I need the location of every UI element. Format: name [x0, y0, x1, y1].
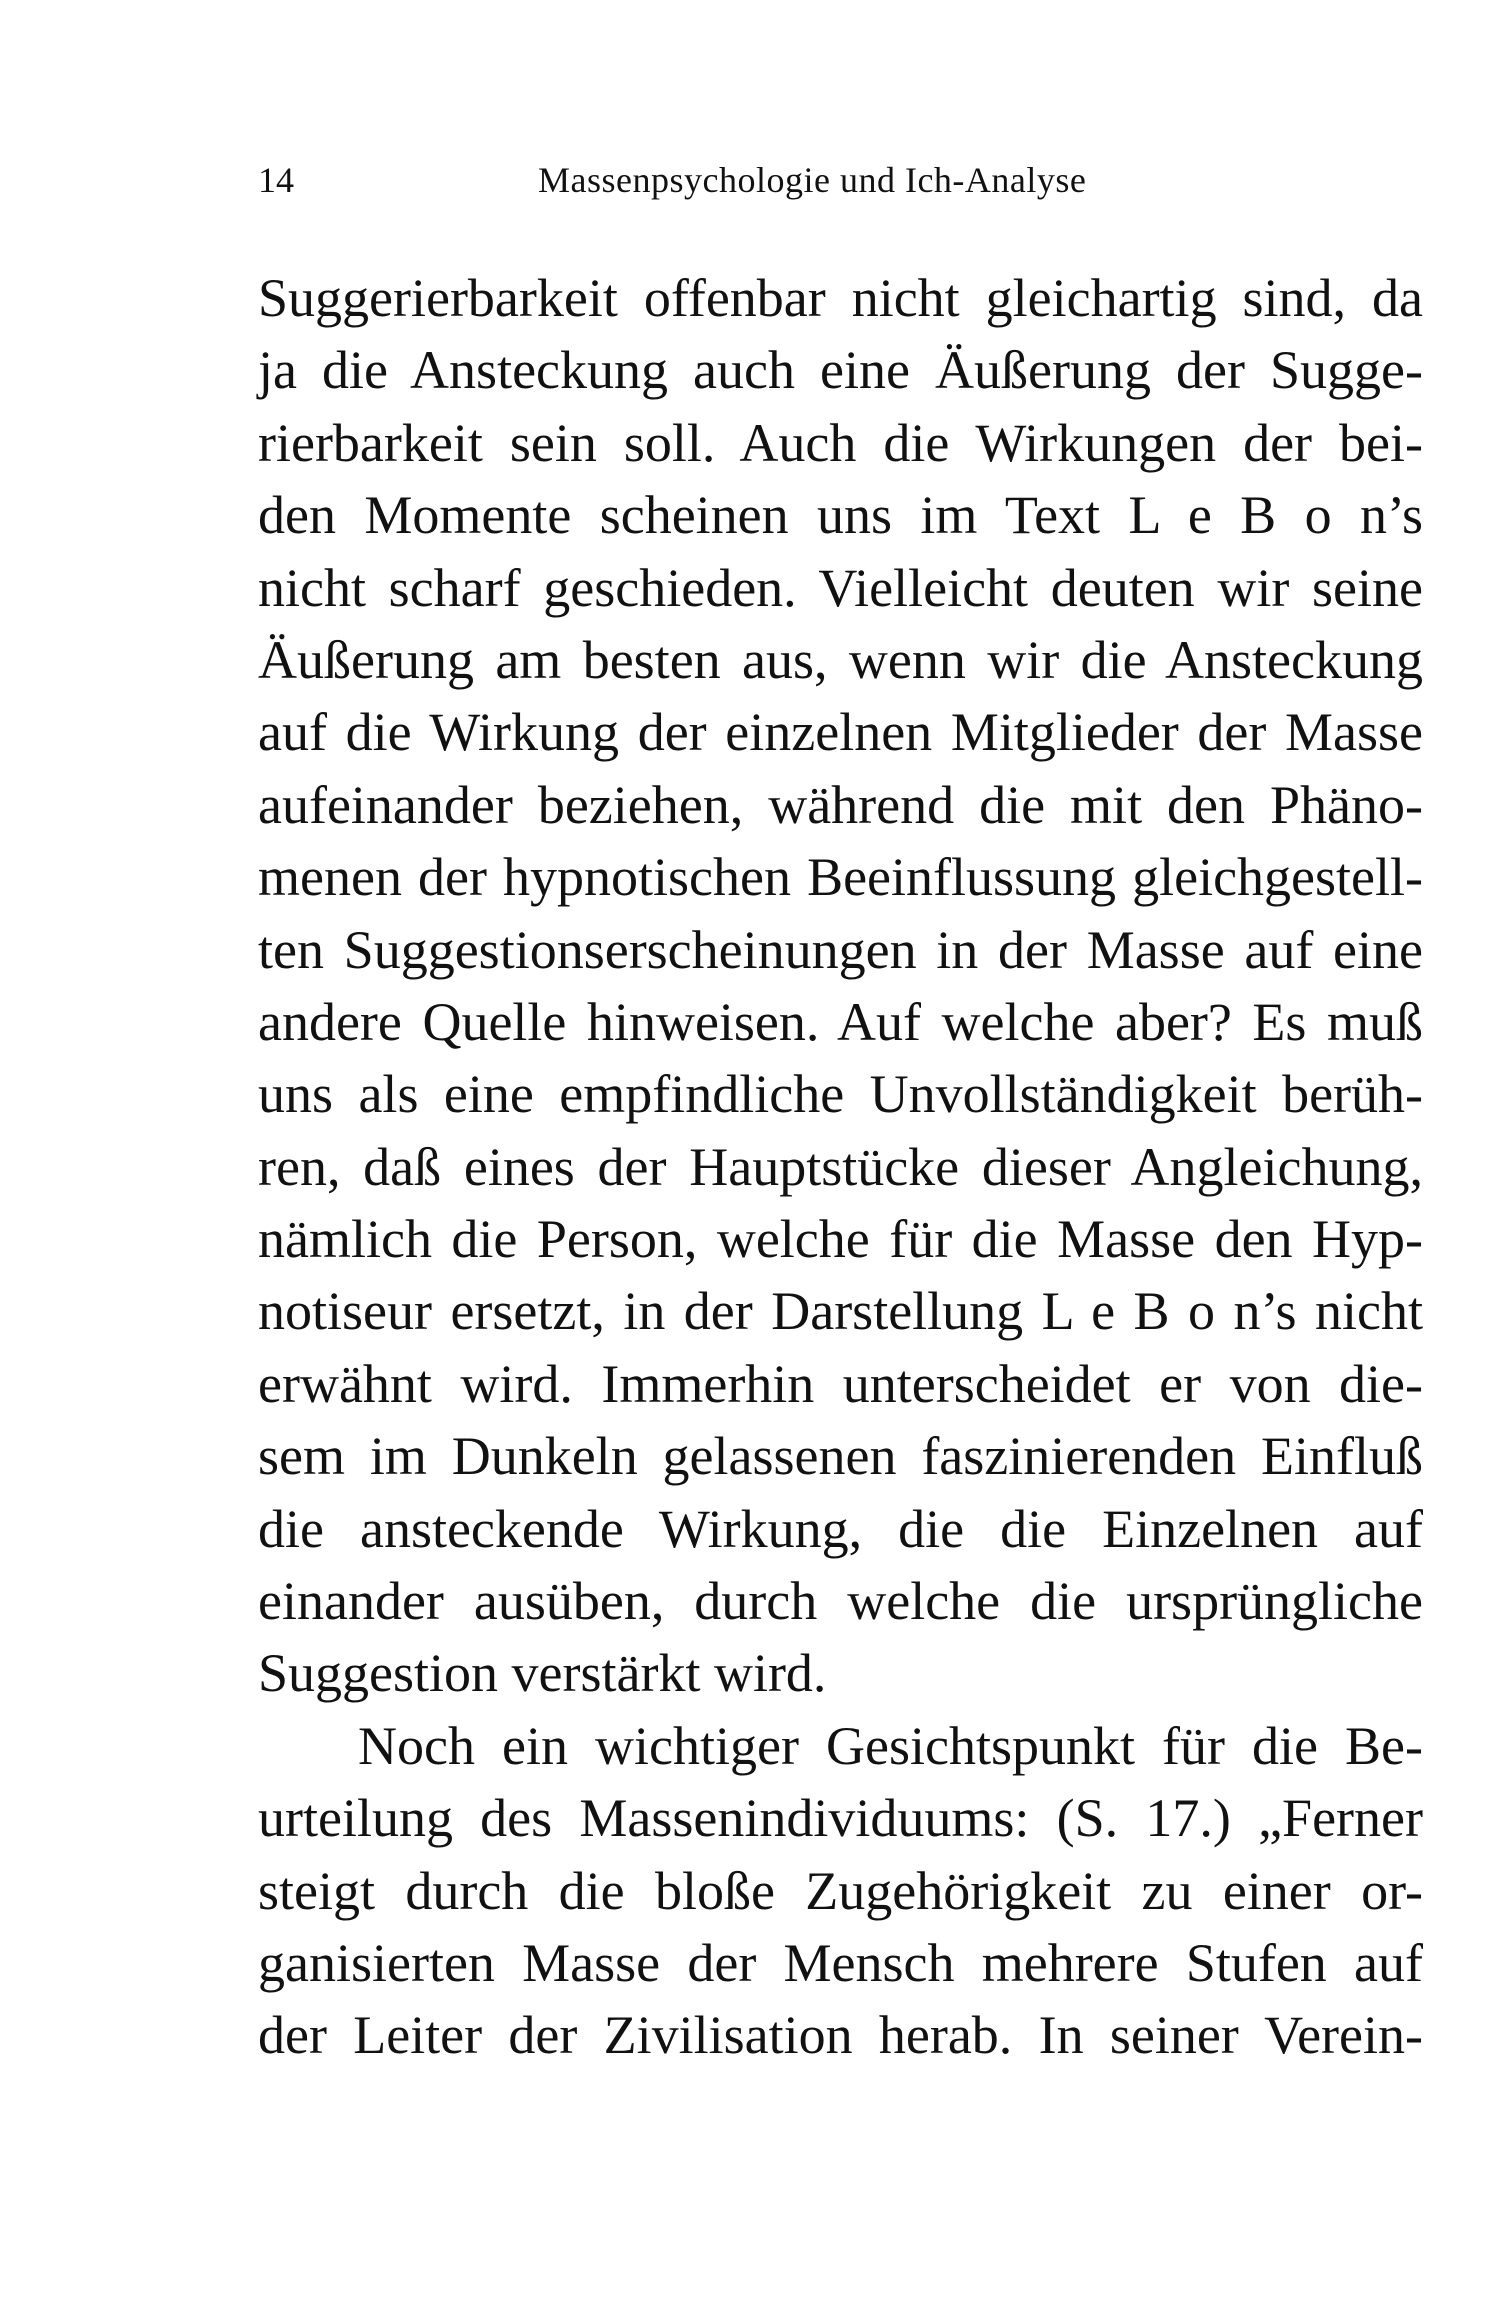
paragraph-start-line: Noch ein wichtiger Gesichtspunkt für die Be-	[358, 1715, 1423, 1776]
text-line: rierbarkeit sein soll. Auch die Wirkungen der bei-	[258, 412, 1423, 473]
running-head	[258, 155, 1418, 205]
text-line: nicht scharf geschieden. Vielleicht deuten wir seine	[258, 557, 1423, 618]
text-line: den Momente scheinen uns im Text L e B o n’s	[258, 485, 1423, 546]
running-title: Massenpsychologie und Ich-Analyse	[538, 160, 1087, 200]
text-line: Suggerierbarkeit offenbar nicht gleichartig sind, da	[258, 268, 1423, 328]
text-line: uns als eine empfindliche Unvollständigkeit berüh-	[258, 1064, 1423, 1125]
text-line: erwähnt wird. Immerhin unterscheidet er von die-	[258, 1353, 1423, 1414]
text-line: notiseur ersetzt, in der Darstellung L e B o n’s nicht	[258, 1281, 1423, 1342]
text-line: ren, daß eines der Hauptstücke dieser Angleichung,	[258, 1136, 1423, 1197]
body-text	[258, 262, 1423, 2072]
page-number: 14	[258, 160, 294, 200]
text-line: ten Suggestionserscheinungen in der Masse auf eine	[258, 919, 1423, 980]
text-line: die ansteckende Wirkung, die die Einzelnen auf	[258, 1498, 1423, 1559]
text-line: der Leiter der Zivilisation herab. In seiner Verein-	[258, 2005, 1423, 2066]
paragraph-end-line: Suggestion verstärkt wird.	[258, 1643, 827, 1704]
text-line: aufeinander beziehen, während die mit den Phäno-	[258, 774, 1423, 835]
text-line: nämlich die Person, welche für die Masse den Hyp-	[258, 1209, 1423, 1270]
text-line: ja die Ansteckung auch eine Äußerung der Sugge-	[258, 340, 1423, 401]
text-line: menen der hypnotischen Beeinflussung gleichgestell-	[258, 847, 1423, 908]
text-line: sem im Dunkeln gelassenen faszinierenden Einfluß	[258, 1426, 1423, 1487]
text-line: andere Quelle hinweisen. Auf welche aber? Es muß	[258, 991, 1423, 1052]
text-line: einander ausüben, durch welche die ursprüngliche	[258, 1571, 1423, 1632]
text-line: steigt durch die bloße Zugehörigkeit zu einer or-	[258, 1860, 1423, 1921]
text-line: auf die Wirkung der einzelnen Mitglieder der Masse	[258, 702, 1423, 763]
text-line: Äußerung am besten aus, wenn wir die Ansteckung	[258, 629, 1423, 690]
text-line: ganisierten Masse der Mensch mehrere Stufen auf	[258, 1932, 1423, 1993]
text-line: urteilung des Massenindividuums: (S. 17.) „Ferner	[258, 1788, 1423, 1849]
